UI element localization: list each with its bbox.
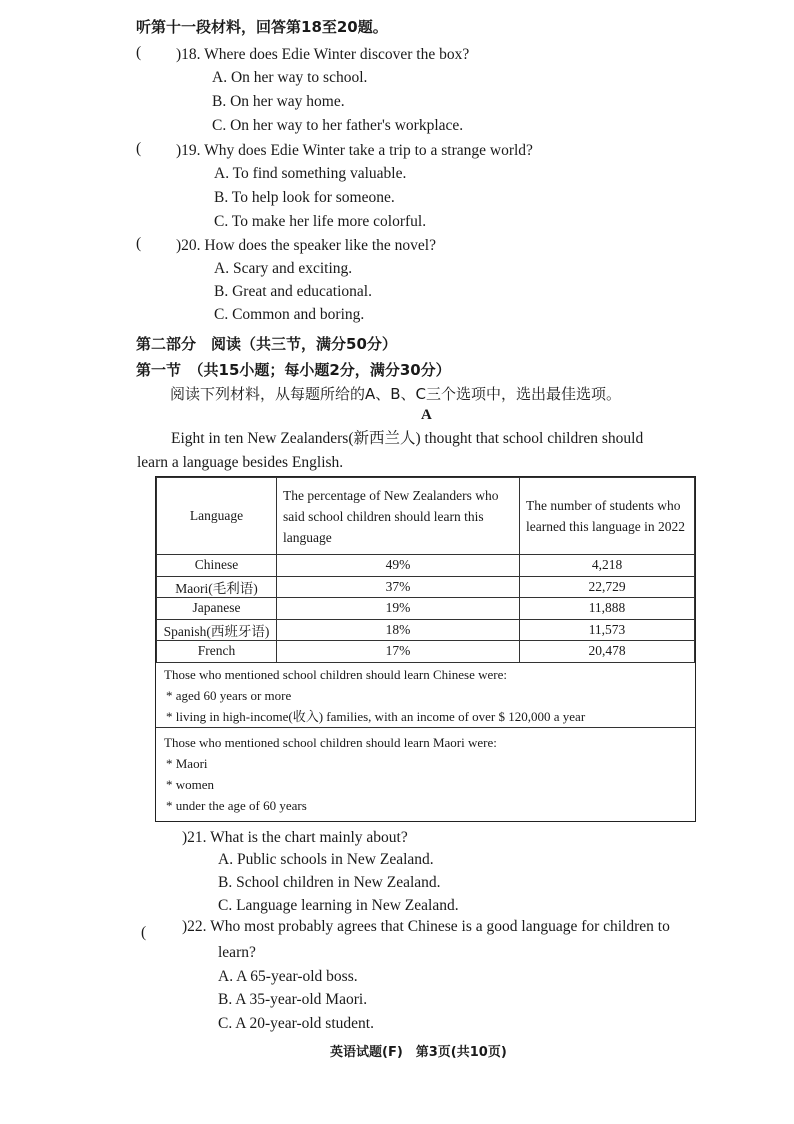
- answer-paren: (: [136, 44, 142, 61]
- question-number: )18.: [176, 46, 201, 63]
- question-19: [176, 142, 533, 160]
- table-row: [157, 555, 695, 577]
- option: B. Great and educational.: [214, 283, 372, 300]
- passage-label: A: [421, 407, 432, 423]
- table-cell: 11,888: [520, 598, 695, 620]
- note-title: Those who mentioned school children should learn Maori were:: [164, 735, 497, 750]
- table-cell: 11,573: [520, 619, 695, 641]
- table-cell: French: [157, 641, 277, 663]
- passage-intro-line1: Eight in ten New Zealanders(新西兰人) thought that school children should: [171, 430, 644, 447]
- question-text: Who most probably agrees that Chinese is a good language for children to: [210, 918, 670, 935]
- table-cell: Japanese: [157, 598, 277, 620]
- note-item: * women: [166, 777, 215, 792]
- table-cell: 17%: [277, 641, 520, 663]
- note-item: * under the age of 60 years: [166, 798, 307, 813]
- note-item: * aged 60 years or more: [166, 688, 292, 703]
- option: B. School children in New Zealand.: [218, 874, 441, 891]
- page-footer: 英语试题(F) 第3页(共10页): [330, 1045, 507, 1060]
- table-cell: 22,729: [520, 576, 695, 598]
- table-row: [157, 641, 695, 663]
- language-table: [155, 476, 696, 822]
- question-text: Where does Edie Winter discover the box?: [204, 46, 470, 63]
- note-item: * living in high-income(收入) families, with an income of over $ 120,000 a year: [166, 709, 586, 724]
- question-text: Why does Edie Winter take a trip to a strange world?: [204, 142, 533, 159]
- passage-intro-line2: learn a language besides English.: [137, 454, 344, 471]
- listening-intro: 听第十一段材料，回答第18至20题。: [136, 18, 388, 36]
- section-one-heading: 第一节 （共15小题；每小题2分，满分30分）: [136, 361, 451, 379]
- chinese-note: [156, 660, 695, 728]
- question-number: )19.: [176, 142, 201, 159]
- question-number: )20.: [176, 237, 201, 254]
- column-header: The percentage of New Zealanders who said school children should learn this language: [277, 478, 520, 555]
- question-number: )21.: [182, 829, 207, 846]
- question-text: What is the chart mainly about?: [210, 829, 408, 846]
- part-two-heading: 第二部分 阅读（共三节，满分50分）: [136, 335, 397, 353]
- answer-paren: (: [141, 924, 147, 941]
- option: C. Language learning in New Zealand.: [218, 897, 459, 914]
- note-item: * Maori: [166, 756, 208, 771]
- table-cell: 18%: [277, 619, 520, 641]
- question-number: )22.: [182, 918, 207, 935]
- question-22: [182, 918, 670, 936]
- option: B. On her way home.: [212, 93, 345, 110]
- column-header: Language: [157, 478, 277, 555]
- option: B. To help look for someone.: [214, 189, 395, 206]
- table-cell: Chinese: [157, 555, 277, 577]
- table-cell: 19%: [277, 598, 520, 620]
- option: C. Common and boring.: [214, 306, 365, 323]
- option: C. On her way to her father's workplace.: [212, 117, 464, 134]
- table-row: [157, 576, 695, 598]
- answer-paren: (: [136, 235, 142, 252]
- option: B. A 35-year-old Maori.: [218, 991, 368, 1008]
- question-text-cont: learn?: [218, 944, 256, 961]
- option: A. On her way to school.: [212, 69, 368, 86]
- table-cell: 4,218: [520, 555, 695, 577]
- option: C. A 20-year-old student.: [218, 1015, 374, 1032]
- maori-note: [156, 728, 695, 821]
- question-text: How does the speaker like the novel?: [204, 237, 436, 254]
- table-cell: 20,478: [520, 641, 695, 663]
- table-cell: Spanish(西班牙语): [157, 619, 277, 641]
- option: A. A 65-year-old boss.: [218, 968, 358, 985]
- table-row: [157, 598, 695, 620]
- option: C. To make her life more colorful.: [214, 213, 427, 230]
- instruction: 阅读下列材料，从每题所给的A、B、C三个选项中，选出最佳选项。: [170, 385, 622, 403]
- table-cell: Maori(毛利语): [157, 576, 277, 598]
- option: A. Scary and exciting.: [214, 260, 353, 277]
- table-cell: 37%: [277, 576, 520, 598]
- table-row: [157, 619, 695, 641]
- table-header-row: [157, 478, 695, 555]
- question-18: [176, 46, 469, 64]
- table-cell: 49%: [277, 555, 520, 577]
- option: A. Public schools in New Zealand.: [218, 851, 434, 868]
- question-20: [176, 237, 436, 255]
- column-header: The number of students who learned this language in 2022: [520, 478, 695, 555]
- note-title: Those who mentioned school children should learn Chinese were:: [164, 667, 507, 682]
- option: A. To find something valuable.: [214, 165, 407, 182]
- answer-paren: (: [136, 140, 142, 157]
- question-21: [182, 829, 408, 847]
